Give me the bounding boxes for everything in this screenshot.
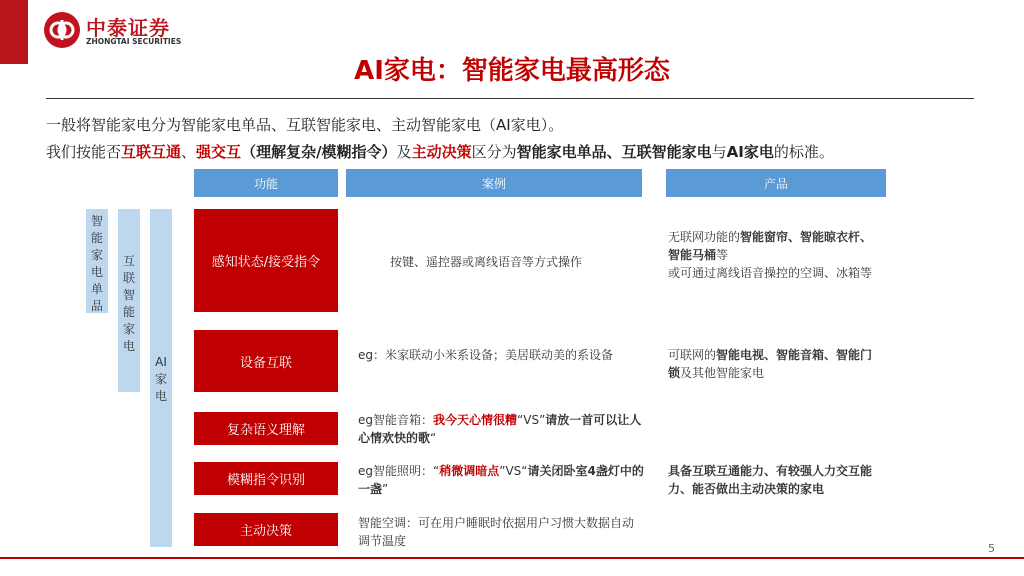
page-number: 5 (988, 542, 995, 555)
function-semantic: 复杂语义理解 (194, 412, 338, 445)
header-case: 案例 (346, 169, 642, 197)
text-segment: 主动决策 (411, 143, 472, 161)
text-segment: 或可通过离线语音操控的空调、冰箱等 (668, 266, 873, 280)
text-segment: 、 (181, 143, 197, 161)
product-row-1 (668, 228, 882, 282)
text-segment: 无联网功能的 (668, 230, 741, 244)
text-segment: 强交互 (196, 143, 242, 161)
text-segment: eg智能音箱： (358, 413, 434, 427)
product-row-2 (668, 346, 882, 382)
category-single-label: 智能家电单品 (91, 214, 104, 313)
case-row-4 (358, 462, 644, 498)
text-segment: AI家电 (726, 143, 774, 161)
category-single-bar (86, 209, 108, 313)
text-segment: 及其他智能家电 (680, 366, 765, 380)
function-fuzzy: 模糊指令识别 (194, 462, 338, 495)
text-segment: ” (382, 482, 389, 496)
text-segment: 请放一首可以让人心情欢快的歌 (358, 413, 642, 445)
text-segment: 请关闭卧室4盏灯中的一盏 (358, 464, 644, 496)
function-connect: 设备互联 (194, 330, 338, 392)
text-segment: 智能窗帘、智能晾衣杆、智能马桶 (668, 230, 873, 262)
text-segment: 我今天心情很糟 (433, 413, 518, 427)
case-row-3 (358, 411, 644, 447)
text-segment: 区分为 (471, 143, 517, 161)
text-segment: 与 (711, 143, 727, 161)
text-segment: 等 (716, 248, 729, 262)
text-segment: eg智能照明：“ (358, 464, 440, 478)
text-segment: ”VS“ (499, 464, 528, 478)
text-segment: 稍微调暗点 (439, 464, 500, 478)
header-function: 功能 (194, 169, 338, 197)
logo-text-cn: 中泰证券 (86, 16, 170, 40)
case-row-5: 智能空调：可在用户睡眠时依据用户习惯大数据自动调节温度 (358, 516, 635, 548)
text-segment: 可联网的 (668, 348, 717, 362)
function-decision: 主动决策 (194, 513, 338, 546)
case-row-2: eg：米家联动小米系设备；美居联动美的系设备 (358, 348, 614, 362)
text-segment: “ (430, 431, 437, 445)
text-segment: 智能家电单品、互联智能家电 (516, 143, 712, 161)
text-segment: 互联互通 (121, 143, 182, 161)
intro-line-1: 一般将智能家电分为智能家电单品、互联智能家电、主动智能家电（AI家电）。 (46, 116, 564, 134)
text-segment: 智能电视、智能音箱、智能门锁 (668, 348, 873, 380)
category-ai-bar (150, 209, 172, 547)
function-sense: 感知状态/接受指令 (194, 209, 338, 312)
category-connected-label: 互联智能家电 (123, 254, 136, 353)
text-segment: 及 (396, 143, 412, 161)
category-ai-label: AI家电 (155, 355, 168, 403)
footer-line (0, 557, 1024, 559)
zhongtai-logo-icon (44, 12, 80, 48)
header-product: 产品 (666, 169, 886, 197)
title-divider (46, 98, 974, 99)
category-connected-bar (118, 209, 140, 392)
text-segment: 的标准。 (773, 143, 834, 161)
intro-line-2 (46, 141, 834, 162)
text-segment: 我们按能否 (46, 143, 122, 161)
case-row-1: 按键、遥控器或离线语音等方式操作 (390, 255, 583, 269)
text-segment: “VS” (517, 413, 546, 427)
product-row-ai: 具备互联互通能力、有较强人力交互能力、能否做出主动决策的家电 (668, 464, 873, 496)
logo-text-en: ZHONGTAI SECURITIES (86, 37, 182, 46)
text-segment: （理解复杂/模糊指令） (241, 143, 397, 161)
page-title: AI家电：智能家电最高形态 (354, 56, 670, 86)
